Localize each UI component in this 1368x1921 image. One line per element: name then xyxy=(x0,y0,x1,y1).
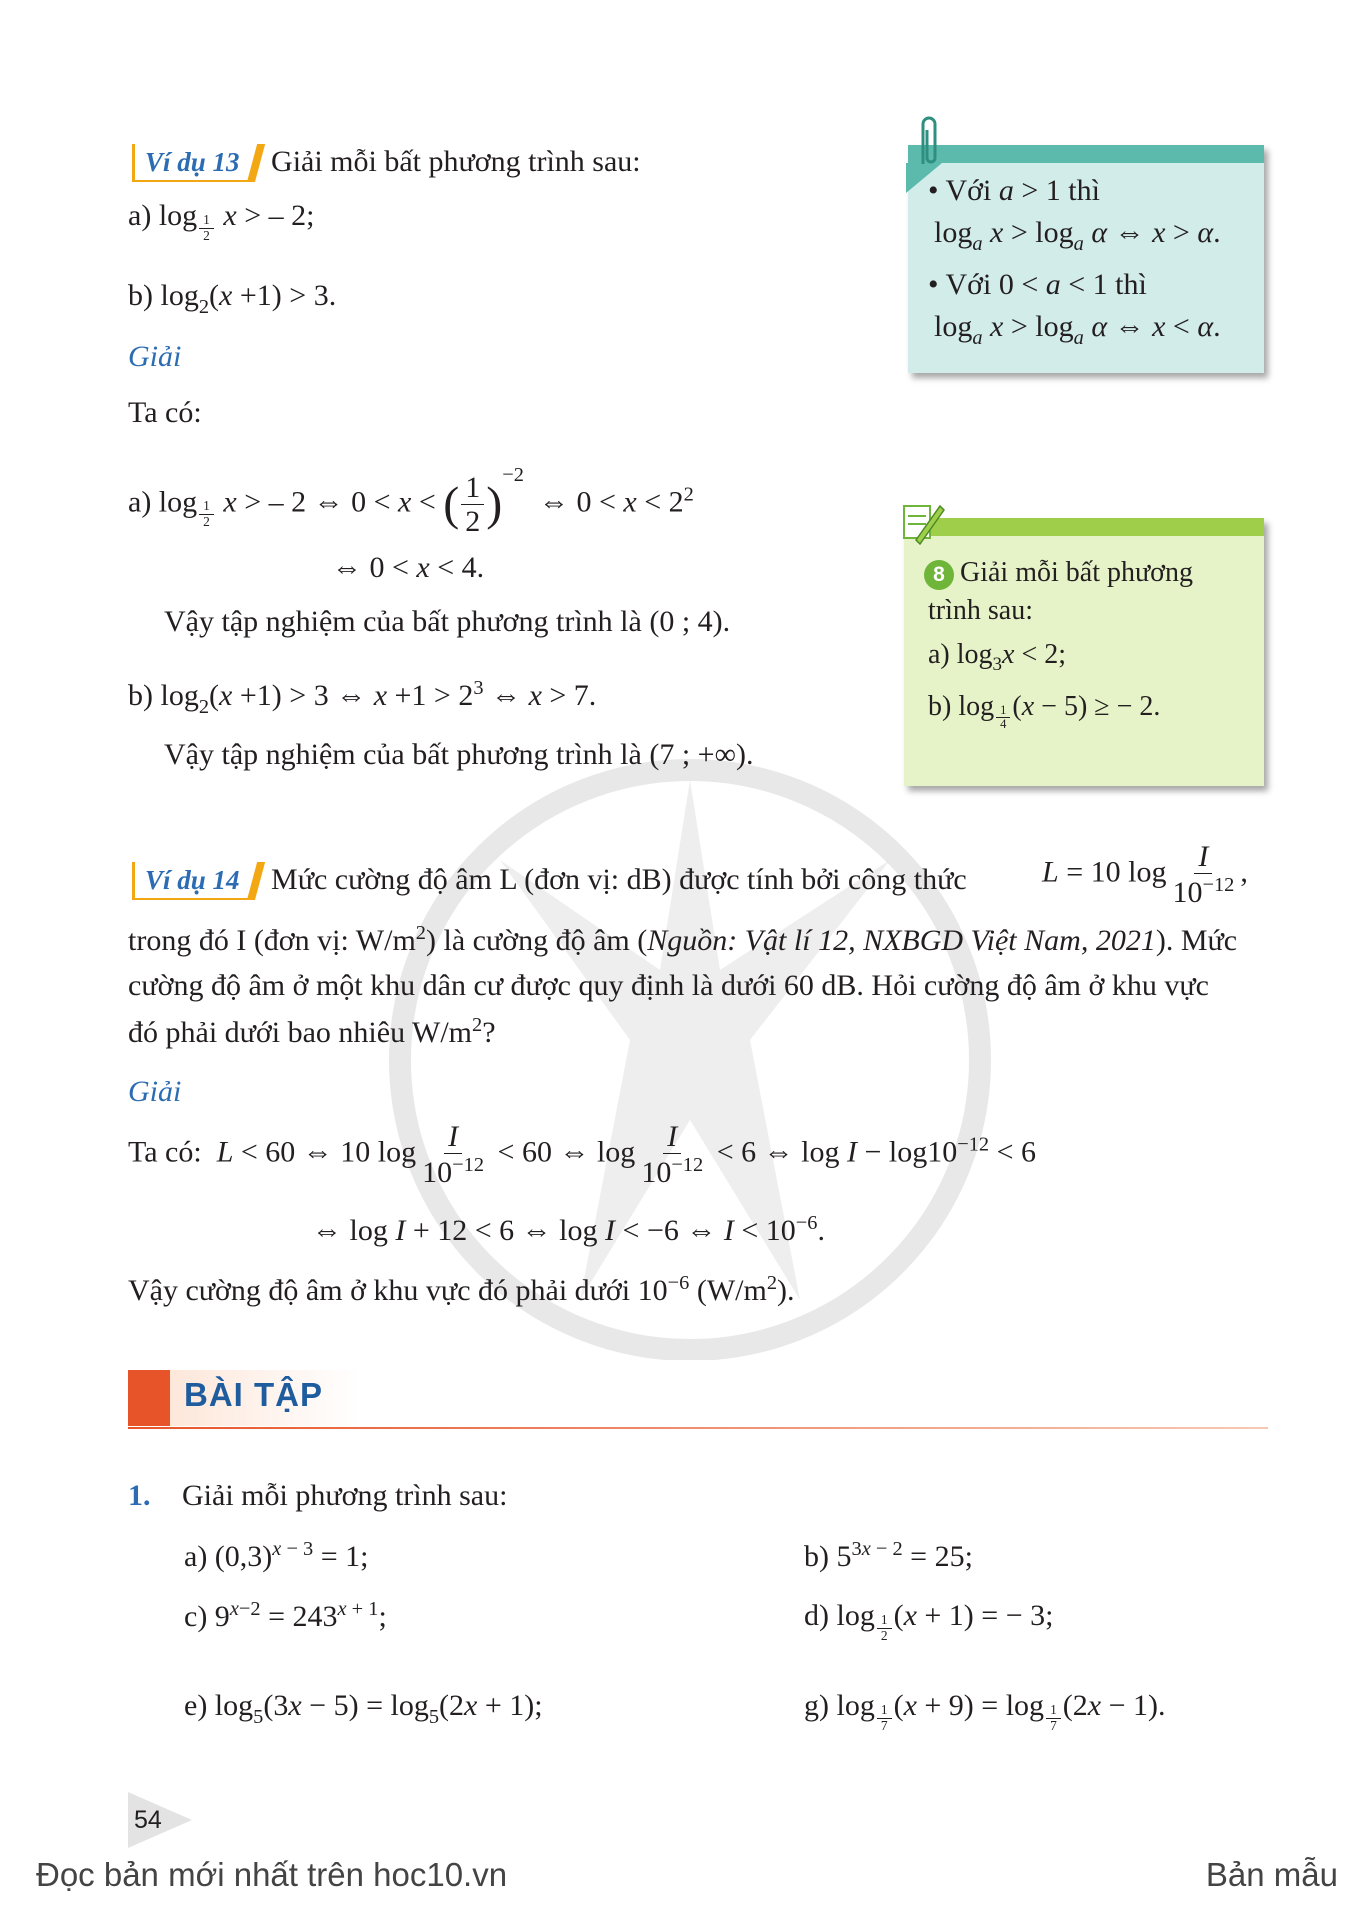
q1-heading xyxy=(128,1476,507,1517)
example13-ta-co: Ta có: xyxy=(128,396,202,429)
footer-left-link[interactable]: Đọc bản mới nhất trên hoc10.vn xyxy=(36,1856,508,1893)
example13-label: Ví dụ 13 xyxy=(132,144,254,182)
exercise8-number: 8 xyxy=(924,560,954,590)
exercise8-header xyxy=(904,518,1264,536)
example14-text-1: Mức cường độ âm L (đơn vị: dB) được tính bởi công thức xyxy=(271,863,967,896)
example14-solution-line2: ⇔ log I + 12 < 6 ⇔ log I < −6 ⇔ $I < 10^{-6}$. xyxy=(312,1212,825,1248)
example14-line2: trong đó I (đơn vị: $W/m^2$) là cường độ âm (Nguồn: Vật lí 12, NXBGD Việt Nam, 2021). Mức xyxy=(128,922,1238,958)
exercise8-prompt: Giải mỗi bất phương xyxy=(960,557,1193,588)
example14-line3: cường độ âm ở một khu dân cư được quy định là dưới 60 dB. Hỏi cường độ âm ở khu vực xyxy=(128,969,1209,1002)
example13-solution-a-line2: ⇔ 0 < x < 4. xyxy=(332,551,485,584)
example14-text-2b: ) là cường độ âm ( xyxy=(426,924,648,958)
bai-tap-underline xyxy=(128,1427,1268,1429)
q1-part-c: c) $9^{x-2} = 243^{x + 1}$; xyxy=(184,1598,387,1634)
exercise8-prompt-line1 xyxy=(924,554,1193,592)
exercise8-part-a: a) $\log_3x < 2$; xyxy=(928,639,1067,676)
note-line-4: $\log_a x > \log_a \alpha$ ⇔ x < α. xyxy=(934,310,1221,349)
note-line-3: • Với 0 < a < 1 thì xyxy=(928,268,1147,301)
example14-conclusion: Vậy cường độ âm ở khu vực đó phải dưới $10^{-6}$ $(W/m^2)$. xyxy=(128,1272,795,1308)
exercise8-part-b: b) log $_{\frac{1}{4}}$ (x − 5) ≥ − 2. xyxy=(928,691,1161,732)
q1-prompt: Giải mỗi phương trình sau: xyxy=(182,1479,508,1512)
example13-heading xyxy=(132,142,641,183)
bai-tap-marker xyxy=(128,1370,170,1426)
note-line-2: $\log_a x > \log_a \alpha$ ⇔ x > α. xyxy=(934,216,1221,255)
q1-part-b: b) $5^{3x - 2} = 25$; xyxy=(804,1538,973,1574)
example13-conclusion-a: Vậy tập nghiệm của bất phương trình là (0 ; 4). xyxy=(164,605,731,638)
example13-part-a: a) log $_{\frac{1}{2}}$ x > – 2; xyxy=(128,199,315,243)
example14-label: Ví dụ 14 xyxy=(132,862,254,900)
example14-formula: L = 10 log $\frac{I}{10^{-12}}$ , xyxy=(1042,840,1248,910)
page-number: 54 xyxy=(134,1806,162,1834)
q1-part-a: a) $(0,3)^{x - 3} = 1$; xyxy=(184,1538,369,1574)
example14-ta-co: Ta có: xyxy=(128,1135,202,1169)
example13-solution-a: a) log $_{\frac{1}{2}}$ x > – 2 ⇔ 0 < x < ( $\frac{1}{2}$ )$^{-2}$ ⇔ $0 < x < 2^2$ xyxy=(128,464,694,539)
q1-part-g: g) log $_{\frac{1}{7}}$ (x + 9) = log $_{\frac{1}{7}}$ (2x − 1). xyxy=(804,1689,1166,1733)
example14-text-2c: ). Mức xyxy=(1155,924,1238,958)
example14-text-4: đó phải dưới bao nhiêu W/m xyxy=(128,1016,473,1050)
example14-solution-label: Giải xyxy=(128,1075,182,1108)
footer-right-label: Bản mẫu xyxy=(1205,1856,1338,1893)
bai-tap-title: BÀI TẬP xyxy=(184,1376,323,1413)
example14-solution-line1: Ta có: L < 60 ⇔ 10 log $\frac{I}{10^{-12}}$ < 60 ⇔ log $\frac{I}{10^{-12}}$ < 6 ⇔ $\log I - \log 10^{-12} < 6$ xyxy=(128,1120,1037,1190)
example13-part-b: b) $\log_2(x +1) > 3$. xyxy=(128,279,337,318)
example13-prompt: Giải mỗi bất phương trình sau: xyxy=(271,145,641,178)
example14-line4: đó phải dưới bao nhiêu $W/m^2$? xyxy=(128,1014,496,1050)
example14-text-2a: trong đó I (đơn vị: W/m xyxy=(128,924,416,958)
exercise8-box xyxy=(904,518,1264,786)
example13-solution-label: Giải xyxy=(128,340,182,373)
note-box-header xyxy=(908,145,1264,163)
q1-part-d: d) log $_{\frac{1}{2}}$ (x + 1) = − 3; xyxy=(804,1599,1054,1643)
example14-line1 xyxy=(132,860,967,901)
paperclip-icon xyxy=(914,112,944,174)
q1-number: 1. xyxy=(128,1479,151,1512)
note-line-1: • Với a > 1 thì xyxy=(928,174,1100,207)
exercise8-prompt-line2: trình sau: xyxy=(928,595,1033,626)
q1-part-e: e) $\log_5(3x - 5) = \log_5(2x + 1)$; xyxy=(184,1689,543,1728)
part-b-label: b) xyxy=(128,279,153,312)
example13-solution-b: b) $\log_2(x +1) > 3$ ⇔ $x +1 > 2^3$ ⇔ x > 7. xyxy=(128,677,597,718)
note-box xyxy=(908,145,1264,373)
pencil-icon xyxy=(898,500,946,546)
part-a-label: a) xyxy=(128,199,152,232)
example14-conclusion-text: Vậy cường độ âm ở khu vực đó phải dưới xyxy=(128,1274,631,1308)
example14-source: Nguồn: Vật lí 12, NXBGD Việt Nam, 2021 xyxy=(647,924,1156,958)
example13-conclusion-b: Vậy tập nghiệm của bất phương trình là (7 ; +∞). xyxy=(164,738,754,771)
